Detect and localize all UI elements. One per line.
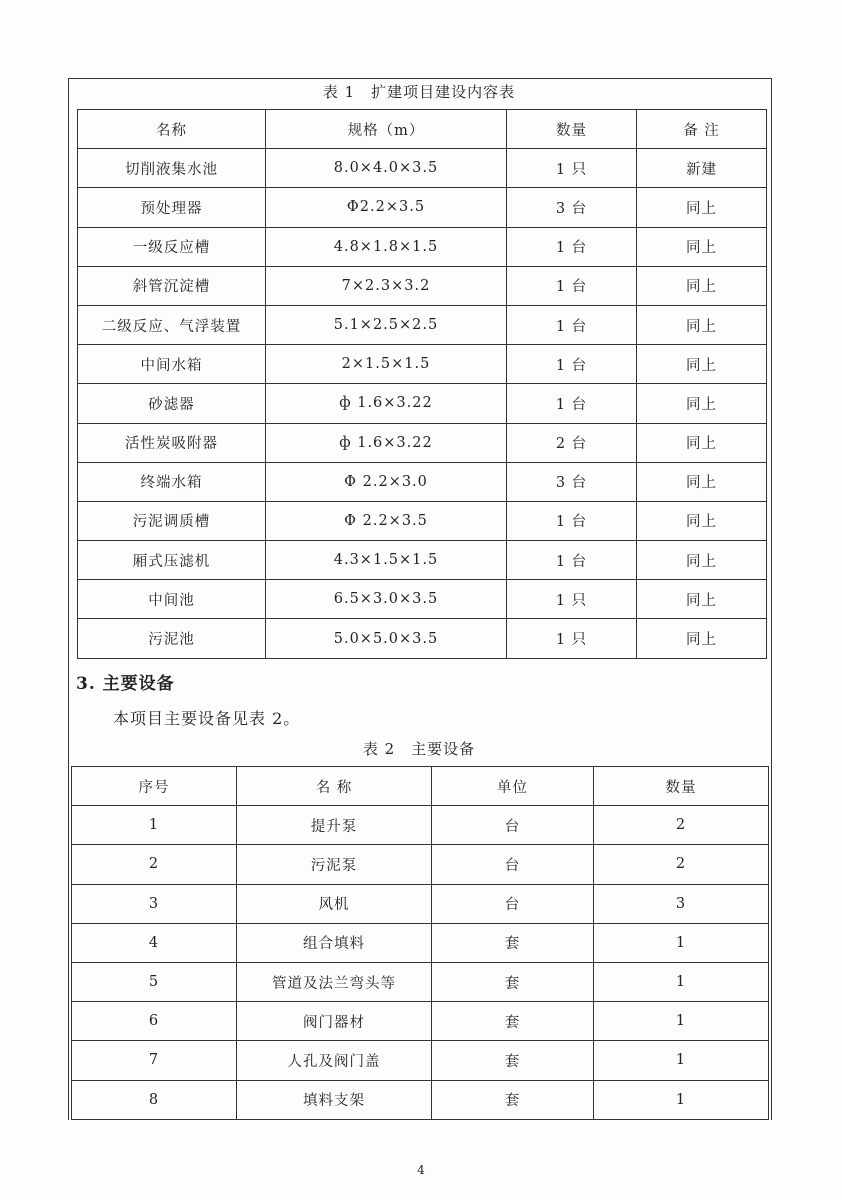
cell-unit: 台 [432, 845, 594, 884]
cell-index: 7 [72, 1041, 237, 1080]
cell-qty: 1 [594, 923, 769, 962]
cell-qty: 1 台 [507, 541, 637, 580]
cell-note: 同上 [637, 345, 767, 384]
cell-note: 同上 [637, 462, 767, 501]
table-row [72, 845, 769, 884]
cell-qty: 1 台 [507, 345, 637, 384]
table-row [78, 423, 767, 462]
table1-header-spec: 规格（m） [266, 110, 507, 149]
cell-name: 风机 [237, 884, 432, 923]
table-row [78, 462, 767, 501]
table2-header-qty: 数量 [594, 767, 769, 806]
cell-qty: 3 台 [507, 462, 637, 501]
cell-unit: 套 [432, 923, 594, 962]
cell-qty: 1 只 [507, 619, 637, 658]
table2-header-row [72, 767, 769, 806]
table-row [78, 227, 767, 266]
cell-spec: 6.5×3.0×3.5 [266, 580, 507, 619]
table2-caption: 表 2 主要设备 [362, 740, 476, 758]
cell-qty: 2 台 [507, 423, 637, 462]
cell-qty: 1 台 [507, 384, 637, 423]
cell-spec: Φ 2.2×3.0 [266, 462, 507, 501]
table1-header-name: 名称 [78, 110, 266, 149]
cell-name: 活性炭吸附器 [78, 423, 266, 462]
cell-qty: 1 台 [507, 266, 637, 305]
cell-unit: 套 [432, 1041, 594, 1080]
cell-index: 4 [72, 923, 237, 962]
table-row [78, 345, 767, 384]
cell-spec: Φ2.2×3.5 [266, 188, 507, 227]
table-row [78, 501, 767, 540]
cell-name: 砂滤器 [78, 384, 266, 423]
table2-header-unit: 单位 [432, 767, 594, 806]
cell-index: 6 [72, 1002, 237, 1041]
table1 [77, 109, 767, 659]
cell-spec: 5.1×2.5×2.5 [266, 305, 507, 344]
cell-spec: 5.0×5.0×3.5 [266, 619, 507, 658]
cell-note: 同上 [637, 305, 767, 344]
table-row [72, 1041, 769, 1080]
cell-note: 同上 [637, 501, 767, 540]
table-row [78, 619, 767, 658]
cell-qty: 1 台 [507, 227, 637, 266]
cell-name: 切削液集水池 [78, 149, 266, 188]
cell-qty: 1 只 [507, 149, 637, 188]
cell-name: 管道及法兰弯头等 [237, 962, 432, 1001]
cell-unit: 套 [432, 962, 594, 1001]
cell-name: 人孔及阀门盖 [237, 1041, 432, 1080]
cell-spec: Φ 2.2×3.5 [266, 501, 507, 540]
cell-unit: 台 [432, 884, 594, 923]
table-row [78, 580, 767, 619]
table-row [72, 962, 769, 1001]
cell-note: 同上 [637, 619, 767, 658]
table2-header-name: 名 称 [237, 767, 432, 806]
paragraph: 本项目主要设备见表 2。 [113, 709, 301, 728]
cell-name: 阀门器材 [237, 1002, 432, 1041]
table1-header-row [78, 110, 767, 149]
cell-name: 预处理器 [78, 188, 266, 227]
cell-unit: 套 [432, 1080, 594, 1119]
cell-qty: 3 [594, 884, 769, 923]
table-row [72, 884, 769, 923]
table-row [78, 384, 767, 423]
cell-qty: 1 台 [507, 305, 637, 344]
cell-index: 2 [72, 845, 237, 884]
table-row [78, 305, 767, 344]
section-heading: 3. 主要设备 [76, 674, 175, 694]
cell-qty: 3 台 [507, 188, 637, 227]
cell-spec: 7×2.3×3.2 [266, 266, 507, 305]
cell-name: 斜管沉淀槽 [78, 266, 266, 305]
cell-qty: 1 [594, 1080, 769, 1119]
table1-header-qty: 数量 [507, 110, 637, 149]
cell-name: 终端水箱 [78, 462, 266, 501]
cell-name: 污泥泵 [237, 845, 432, 884]
cell-name: 污泥池 [78, 619, 266, 658]
cell-index: 5 [72, 962, 237, 1001]
table2-header-index: 序号 [72, 767, 237, 806]
cell-name: 二级反应、气浮装置 [78, 305, 266, 344]
cell-name: 污泥调质槽 [78, 501, 266, 540]
cell-name: 填料支架 [237, 1080, 432, 1119]
cell-qty: 1 台 [507, 501, 637, 540]
cell-qty: 1 只 [507, 580, 637, 619]
cell-spec: 4.3×1.5×1.5 [266, 541, 507, 580]
table-row [72, 923, 769, 962]
cell-note: 同上 [637, 188, 767, 227]
cell-qty: 2 [594, 806, 769, 845]
cell-note: 同上 [637, 266, 767, 305]
cell-index: 1 [72, 806, 237, 845]
cell-spec: 8.0×4.0×3.5 [266, 149, 507, 188]
cell-qty: 1 [594, 1002, 769, 1041]
cell-note: 同上 [637, 384, 767, 423]
cell-unit: 套 [432, 1002, 594, 1041]
cell-spec: ф 1.6×3.22 [266, 423, 507, 462]
cell-name: 提升泵 [237, 806, 432, 845]
cell-note: 同上 [637, 227, 767, 266]
cell-note: 新建 [637, 149, 767, 188]
table-row [78, 149, 767, 188]
table-row [78, 266, 767, 305]
cell-name: 厢式压滤机 [78, 541, 266, 580]
cell-note: 同上 [637, 580, 767, 619]
cell-qty: 2 [594, 845, 769, 884]
cell-name: 组合填料 [237, 923, 432, 962]
cell-qty: 1 [594, 1041, 769, 1080]
table-row [78, 188, 767, 227]
table-row [72, 806, 769, 845]
cell-name: 中间池 [78, 580, 266, 619]
table-row [72, 1080, 769, 1119]
cell-note: 同上 [637, 423, 767, 462]
cell-spec: 2×1.5×1.5 [266, 345, 507, 384]
cell-name: 中间水箱 [78, 345, 266, 384]
table1-caption: 表 1 扩建项目建设内容表 [322, 83, 516, 101]
table-row [72, 1002, 769, 1041]
table2 [71, 766, 769, 1120]
cell-spec: 4.8×1.8×1.5 [266, 227, 507, 266]
cell-name: 一级反应槽 [78, 227, 266, 266]
cell-note: 同上 [637, 541, 767, 580]
page-number: 4 [417, 1163, 425, 1177]
table1-header-note: 备 注 [637, 110, 767, 149]
cell-spec: ф 1.6×3.22 [266, 384, 507, 423]
cell-index: 3 [72, 884, 237, 923]
cell-index: 8 [72, 1080, 237, 1119]
cell-qty: 1 [594, 962, 769, 1001]
table-row [78, 541, 767, 580]
cell-unit: 台 [432, 806, 594, 845]
